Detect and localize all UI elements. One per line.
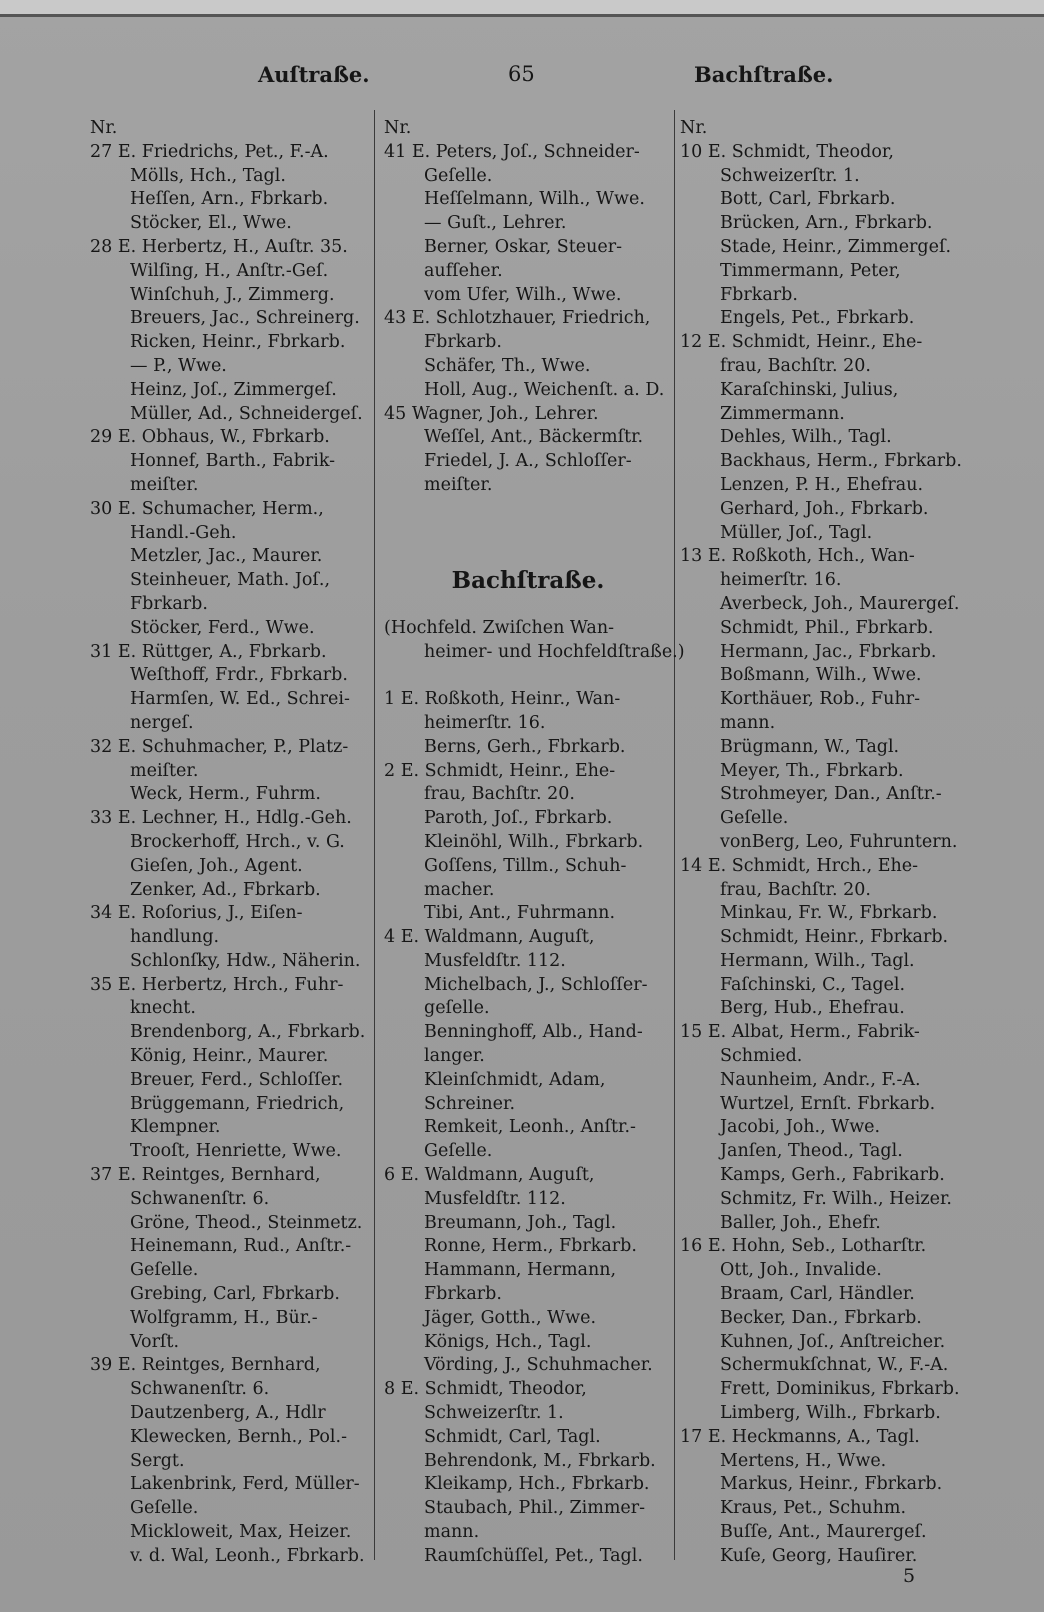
entry-line: Remkeit, Leonh., Anſtr.- (424, 1117, 636, 1138)
entry-line: Stöcker, El., Wwe. (130, 213, 292, 234)
entry-line: Breuers, Jac., Schreinerg. (130, 308, 360, 329)
entry-line: Friedel, J. A., Schloſſer- (424, 451, 632, 472)
entry-line: frau, Bachſtr. 20. (720, 355, 871, 376)
entry-line: mann. (720, 712, 776, 733)
entry-line: Handl.-Geh. (130, 522, 237, 543)
entry-line: Heſſelmann, Wilh., Wwe. (424, 189, 645, 210)
entry-line: Heinemann, Rud., Anſtr.- (130, 1236, 352, 1257)
entry-line: König, Heinr., Maurer. (130, 1046, 329, 1067)
entry-line: Sergt. (130, 1450, 185, 1471)
entry-line: Goſſens, Tillm., Schuh- (424, 855, 627, 876)
entry-line: Kleikamp, Hch., Fbrkarb. (424, 1474, 650, 1495)
entry-line: Janſen, Theod., Tagl. (720, 1141, 903, 1162)
entry-line: Markus, Heinr., Fbrkarb. (720, 1474, 943, 1495)
column-nr-label: Nr. (384, 118, 412, 138)
entry-line: Geſelle. (130, 1260, 199, 1281)
entry-line: Gieſen, Joh., Agent. (130, 855, 303, 876)
entry-line: Jäger, Gotth., Wwe. (424, 1307, 597, 1328)
entry-line: Paroth, Joſ., Fbrkarb. (424, 808, 613, 829)
entry-line: 34 E. Roſorius, J., Eiſen- (90, 903, 303, 924)
entry-line: Wolfgramm, H., Bür.- (130, 1307, 318, 1328)
column-rule-1 (374, 110, 375, 1560)
entry-line: 39 E. Reintges, Bernhard, (90, 1355, 321, 1376)
entry-line: (Hochfeld. Zwiſchen Wan- (384, 617, 615, 638)
entry-line: Brockerhoff, Hrch., v. G. (130, 831, 345, 852)
entry-line: Wurtzel, Ernſt. Fbrkarb. (720, 1093, 936, 1114)
entry-line: Brügmann, W., Tagl. (720, 736, 900, 757)
entry-line: Kuhnen, Joſ., Anſtreicher. (720, 1331, 946, 1352)
page-number: 65 (508, 62, 535, 86)
entry-line: Hammann, Hermann, (424, 1260, 617, 1281)
entry-line: Heſſen, Arn., Fbrkarb. (130, 189, 329, 210)
entry-line: Dehles, Wilh., Tagl. (720, 427, 892, 448)
entry-line: Breumann, Joh., Tagl. (424, 1212, 617, 1233)
entry-line: Berner, Oskar, Steuer- (424, 236, 622, 257)
entry-line: Gröne, Theod., Steinmetz. (130, 1212, 363, 1233)
entry-line: Klewecken, Bernh., Pol.- (130, 1426, 348, 1447)
entry-line: Ronne, Herm., Fbrkarb. (424, 1236, 637, 1257)
entry-line: Weck, Herm., Fuhrm. (130, 784, 321, 805)
entry-line: 14 E. Schmidt, Hrch., Ehe- (680, 855, 919, 876)
entry-line (384, 522, 672, 546)
entry-line: Schweizerſtr. 1. (720, 165, 860, 186)
entry-line: Schmitz, Fr. Wilh., Heizer. (720, 1188, 952, 1209)
entry-line: Geſelle. (130, 1498, 199, 1519)
entry-line: Trooſt, Henriette, Wwe. (130, 1141, 342, 1162)
entry-line: Korthäuer, Rob., Fuhr- (720, 689, 921, 710)
column-nr-label: Nr. (90, 118, 118, 138)
entry-line: Schäfer, Th., Wwe. (424, 355, 591, 376)
entry-line: Berns, Gerh., Fbrkarb. (424, 736, 626, 757)
entry-line: 35 E. Herbertz, Hrch., Fuhr- (90, 974, 344, 995)
entry-line: langer. (424, 1046, 485, 1067)
entry-line: Tibi, Ant., Fuhrmann. (424, 903, 616, 924)
page-top-edge (0, 0, 1044, 17)
column-bachstrasse (680, 117, 980, 1569)
entry-line: Faſchinski, C., Tagel. (720, 974, 906, 995)
entry-line: Strohmeyer, Dan., Anſtr.- (720, 784, 942, 805)
entry-line: Klempner. (130, 1117, 221, 1138)
entry-line: 8 E. Schmidt, Theodor, (384, 1379, 587, 1400)
entry-line: 10 E. Schmidt, Theodor, (680, 141, 894, 162)
entry-line (384, 545, 672, 569)
entry-line: 17 E. Heckmanns, A., Tagl. (680, 1426, 920, 1447)
entry-line: Mertens, H., Wwe. (720, 1450, 887, 1471)
entry-line: Steinheuer, Math. Joſ., (130, 570, 331, 591)
entry-line: Vörding, J., Schuhmacher. (424, 1355, 653, 1376)
entry-line: Königs, Hch., Tagl. (424, 1331, 592, 1352)
entry-line: Harmſen, W. Ed., Schrei- (130, 689, 350, 710)
entry-line: Kamps, Gerh., Fabrikarb. (720, 1165, 945, 1186)
entry-line: Becker, Dan., Fbrkarb. (720, 1307, 922, 1328)
entry-line: — Guſt., Lehrer. (424, 213, 567, 234)
entry-line: Breuer, Ferd., Schloſſer. (130, 1069, 344, 1090)
entry-line: Schwanenſtr. 6. (130, 1188, 270, 1209)
entry-line: Dautzenberg, A., Hdlr (130, 1403, 326, 1424)
entry-line: Michelbach, J., Schloſſer- (424, 974, 648, 995)
entry-line: Fbrkarb. (424, 332, 502, 353)
column-austrasse-bachstrasse (384, 117, 685, 1569)
entry-line: Schermukſchnat, W., F.-A. (720, 1355, 949, 1376)
entry-line: 2 E. Schmidt, Heinr., Ehe- (384, 760, 616, 781)
entry-line: Buſſe, Ant., Maurergeſ. (720, 1522, 927, 1543)
entry-line (384, 498, 672, 522)
entry-line: Heinz, Joſ., Zimmergeſ. (130, 379, 337, 400)
entry-line: Schwanenſtr. 6. (130, 1379, 270, 1400)
entry-line: 1 E. Roßkoth, Heinr., Wan- (384, 689, 621, 710)
entry-line: vom Ufer, Wilh., Wwe. (424, 284, 622, 305)
entry-line: 4 E. Waldmann, Auguſt, (384, 927, 595, 948)
entry-line: Berg, Hub., Ehefrau. (720, 998, 905, 1019)
entry-line: Bott, Carl, Fbrkarb. (720, 189, 896, 210)
entry-line: Meyer, Th., Fbrkarb. (720, 760, 904, 781)
entry-line: Lakenbrink, Ferd, Müller- (130, 1474, 360, 1495)
entry-line: Limberg, Wilh., Fbrkarb. (720, 1403, 941, 1424)
entry-line: Schlonſky, Hdw., Näherin. (130, 950, 361, 971)
entry-line: Fbrkarb. (424, 1284, 502, 1305)
entry-line: Fbrkarb. (130, 593, 208, 614)
header-left-street: Auſtraße. (258, 62, 370, 87)
entry-line: Weſthoff, Frdr., Fbrkarb. (130, 665, 348, 686)
entry-line: 31 E. Rüttger, A., Fbrkarb. (90, 641, 327, 662)
entry-line: heimer- und Hochfeldſtraße.) (424, 641, 685, 662)
entry-line: Naunheim, Andr., F.-A. (720, 1069, 921, 1090)
entry-line: mann. (424, 1522, 480, 1543)
entry-line: Musfeldſtr. 112. (424, 950, 566, 971)
header-right-street: Bachſtraße. (694, 62, 834, 87)
entry-line: meiſter. (424, 474, 493, 495)
entry-line: macher. (424, 879, 495, 900)
entry-line: nergeſ. (130, 712, 194, 733)
entry-line: Schreiner. (424, 1093, 516, 1114)
entry-line: Metzler, Jac., Maurer. (130, 546, 323, 567)
entry-line: Müller, Joſ., Tagl. (720, 522, 873, 543)
entry-line: Grebing, Carl, Fbrkarb. (130, 1284, 340, 1305)
column-rule-2 (674, 110, 675, 1560)
signature-mark: 5 (903, 1565, 916, 1587)
entry-line: Averbeck, Joh., Maurergeſ. (720, 593, 960, 614)
entry-line: Schmied. (720, 1046, 803, 1067)
entry-line: Schmidt, Heinr., Fbrkarb. (720, 927, 949, 948)
entry-line: Stöcker, Ferd., Wwe. (130, 617, 315, 638)
entry-line: Müller, Ad., Schneidergeſ. (130, 403, 363, 424)
entry-line: Raumſchüſſel, Pet., Tagl. (424, 1545, 643, 1566)
entry-line: frau, Bachſtr. 20. (424, 784, 575, 805)
entry-line: Boßmann, Wilh., Wwe. (720, 665, 922, 686)
entry-line: Geſelle. (424, 165, 493, 186)
entry-line: Holl, Aug., Weichenſt. a. D. (424, 379, 665, 400)
entry-line: Honnef, Barth., Fabrik- (130, 451, 336, 472)
entry-line: 33 E. Lechner, H., Hdlg.-Geh. (90, 808, 352, 829)
entry-line: handlung. (130, 927, 220, 948)
entry-line: 29 E. Obhaus, W., Fbrkarb. (90, 427, 330, 448)
entry-line: Ricken, Heinr., Fbrkarb. (130, 332, 346, 353)
entry-line: vonBerg, Leo, Fuhruntern. (720, 831, 958, 852)
entry-line: Staubach, Phil., Zimmer- (424, 1498, 646, 1519)
entry-line: meiſter. (130, 760, 199, 781)
entry-line: Karaſchinski, Julius, (720, 379, 899, 400)
entry-line: Baller, Joh., Ehefr. (720, 1212, 881, 1233)
entry-line: geſelle. (424, 998, 490, 1019)
entry-line: Brücken, Arn., Fbrkarb. (720, 213, 933, 234)
entry-line: Mölls, Hch., Tagl. (130, 165, 286, 186)
entry-line: 41 E. Peters, Joſ., Schneider- (384, 141, 640, 162)
entry-line: Stade, Heinr., Zimmergeſ. (720, 236, 952, 257)
entry-line: Ott, Joh., Invalide. (720, 1260, 882, 1281)
entry-line: knecht. (130, 998, 196, 1019)
entry-line: Vorſt. (130, 1331, 180, 1352)
entry-line: 45 Wagner, Joh., Lehrer. (384, 403, 599, 424)
entry-line: Schmidt, Carl, Tagl. (424, 1426, 601, 1447)
entry-line: Brendenborg, A., Fbrkarb. (130, 1022, 366, 1043)
entry-line: Zenker, Ad., Fbrkarb. (130, 879, 321, 900)
entry-line: Behrendonk, M., Fbrkarb. (424, 1450, 656, 1471)
entry-line: Kraus, Pet., Schuhm. (720, 1498, 907, 1519)
entry-line: 32 E. Schuhmacher, P., Platz- (90, 736, 349, 757)
entry-line: Kleinſchmidt, Adam, (424, 1069, 606, 1090)
entry-line: Weſſel, Ant., Bäckermſtr. (424, 427, 644, 448)
entry-line: heimerſtr. 16. (720, 570, 842, 591)
entry-line: frau, Bachſtr. 20. (720, 879, 871, 900)
entry-line: 12 E. Schmidt, Heinr., Ehe- (680, 332, 923, 353)
entry-line: Hermann, Jac., Fbrkarb. (720, 641, 937, 662)
entry-line: Winſchuh, J., Zimmerg. (130, 284, 335, 305)
entry-line: Braam, Carl, Händler. (720, 1284, 915, 1305)
entry-line: 43 E. Schlotzhauer, Friedrich, (384, 308, 651, 329)
entry-line: 16 E. Hohn, Seb., Lotharſtr. (680, 1236, 927, 1257)
entry-line: Timmermann, Peter, (720, 260, 901, 281)
column-austrasse (90, 117, 372, 1569)
entry-line: Engels, Pet., Fbrkarb. (720, 308, 915, 329)
entry-line: Geſelle. (720, 808, 789, 829)
entry-line: Wilſing, H., Anſtr.-Geſ. (130, 260, 329, 281)
entry-line: Zimmermann. (720, 403, 845, 424)
entry-line: Kleinöhl, Wilh., Fbrkarb. (424, 831, 644, 852)
entry-line: 27 E. Friedrichs, Pet., F.-A. (90, 141, 329, 162)
entry-line: Benninghoff, Alb., Hand- (424, 1022, 643, 1043)
entry-line: 13 E. Roßkoth, Hch., Wan- (680, 546, 915, 567)
entry-line: Jacobi, Joh., Wwe. (720, 1117, 881, 1138)
entry-line: v. d. Wal, Leonh., Fbrkarb. (130, 1545, 365, 1566)
entry-line: Musfeldſtr. 112. (424, 1188, 566, 1209)
entry-line: 15 E. Albat, Herm., Fabrik- (680, 1022, 920, 1043)
entry-line: 30 E. Schumacher, Herm., (90, 498, 324, 519)
entry-line: Mickloweit, Max, Heizer. (130, 1522, 352, 1543)
entry-line: Frett, Dominikus, Fbrkarb. (720, 1379, 960, 1400)
entry-line: Lenzen, P. H., Ehefrau. (720, 474, 924, 495)
column-nr-label: Nr. (680, 118, 708, 138)
entry-line: Hermann, Wilh., Tagl. (720, 950, 915, 971)
entry-line (384, 593, 672, 617)
entry-line: Fbrkarb. (720, 284, 798, 305)
entry-line: Kuſe, Georg, Hauſirer. (720, 1545, 918, 1566)
entry-line: Gerhard, Joh., Fbrkarb. (720, 498, 929, 519)
running-header (0, 62, 1044, 92)
entry-line: Schmidt, Phil., Fbrkarb. (720, 617, 934, 638)
entry-line: Minkau, Fr. W., Fbrkarb. (720, 903, 938, 924)
entry-line: Geſelle. (424, 1141, 493, 1162)
entry-line: meiſter. (130, 474, 199, 495)
entry-line: Schweizerſtr. 1. (424, 1403, 564, 1424)
entry-line: 28 E. Herbertz, H., Auſtr. 35. (90, 236, 348, 257)
entry-line: — P., Wwe. (130, 355, 227, 376)
entry-line: 6 E. Waldmann, Auguſt, (384, 1165, 595, 1186)
entry-line: heimerſtr. 16. (424, 712, 546, 733)
entry-line: Brüggemann, Friedrich, (130, 1093, 345, 1114)
entry-line: 37 E. Reintges, Bernhard, (90, 1165, 321, 1186)
entry-line: Backhaus, Herm., Fbrkarb. (720, 451, 962, 472)
entry-line (384, 664, 672, 688)
section-heading: Bachſtraße. (451, 567, 605, 595)
entry-line: aufſeher. (424, 260, 503, 281)
